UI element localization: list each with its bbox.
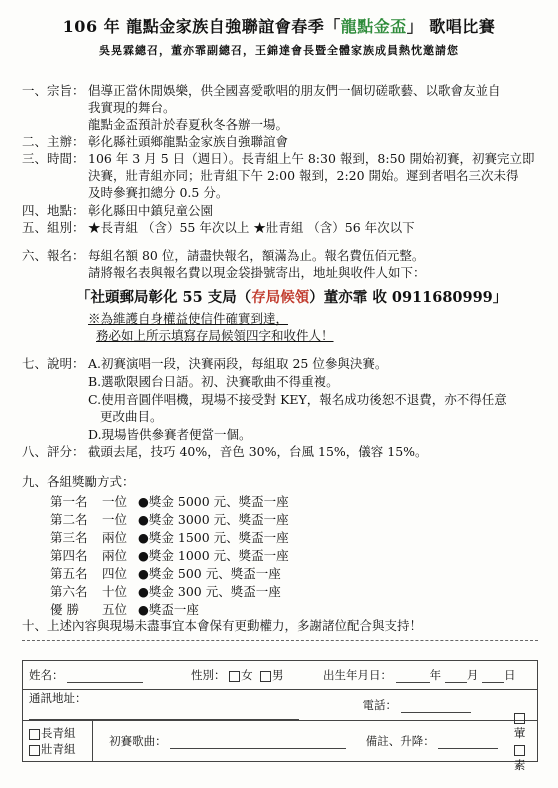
section-groups-label: 五、組別： bbox=[22, 220, 85, 235]
prize-rank: 第三名 bbox=[50, 530, 88, 545]
meat-label: 葷 bbox=[513, 726, 526, 740]
birth-month-field[interactable] bbox=[445, 670, 467, 683]
form-address-label: 通訊地址： bbox=[29, 691, 87, 705]
section-purpose-line-3: 龍點金盃預計於春夏秋冬各辦一場。 bbox=[88, 117, 289, 132]
senior-group-label: 長青組 bbox=[41, 726, 76, 740]
prize-rank: 第五名 bbox=[50, 566, 88, 581]
prize-row bbox=[50, 546, 289, 564]
cut-line bbox=[22, 640, 538, 641]
title-pre: 106 年 龍點金家族自強聯誼會春季「 bbox=[62, 17, 341, 36]
form-phone-label: 電話： bbox=[362, 698, 397, 712]
registration-note-2: 務必如上所示填寫存局候領四字和收件人！ bbox=[96, 328, 334, 343]
remark-field[interactable] bbox=[438, 736, 498, 749]
section-notes-b: B.選歌限國台日語。初、決賽歌曲不得重複。 bbox=[88, 374, 339, 389]
female-label: 女 bbox=[241, 668, 253, 682]
form-gender-label: 性別： bbox=[191, 668, 226, 682]
section-purpose-line-1: 倡導正當休閒娛樂，供全國喜愛歌唱的朋友們一個切磋歌藝、以歌會友並自 bbox=[88, 83, 501, 98]
song-cell bbox=[93, 733, 366, 749]
title-cup-name: 龍點金盃 bbox=[340, 17, 407, 36]
section-time-line-3: 及時參賽扣總分 0.5 分。 bbox=[88, 185, 229, 200]
prize-award: ●獎金 3000 元、獎盃一座 bbox=[138, 512, 289, 527]
section-venue-text: 彰化縣田中鎮兒童公園 bbox=[88, 203, 214, 218]
registration-note-1: ※為維護自身權益使信件確實到達， bbox=[88, 311, 289, 326]
prize-award: ●獎金 5000 元、獎盃一座 bbox=[138, 494, 289, 509]
section-prizes-label: 九、各組獎勵方式： bbox=[22, 474, 135, 489]
section-disclaimer: 十、上述內容與現場未盡事宜本會保有更動權力，多謝諸位配合與支持！ bbox=[22, 618, 423, 633]
prize-award: ●獎盃一座 bbox=[138, 602, 199, 617]
prize-award: ●獎金 300 元、獎盃一座 bbox=[138, 584, 281, 599]
meal-select bbox=[514, 709, 537, 773]
section-notes-a: A.初賽演唱一段，決賽兩段，每組取 25 位參與決賽。 bbox=[88, 356, 388, 371]
mailing-address-pre: 「社頭郵局彰化 55 支局（ bbox=[76, 289, 252, 306]
form-gender-cell bbox=[185, 661, 317, 690]
section-host-label: 二、主辦： bbox=[22, 134, 85, 149]
section-notes-c-cont: 更改曲目。 bbox=[100, 409, 163, 424]
prize-award: ●獎金 1500 元、獎盃一座 bbox=[138, 530, 289, 545]
mailing-address bbox=[76, 286, 507, 307]
registration-form bbox=[22, 660, 538, 772]
senior-group-checkbox[interactable] bbox=[29, 729, 40, 740]
form-song-row bbox=[23, 721, 538, 772]
prize-row bbox=[50, 492, 289, 510]
phone-field[interactable] bbox=[401, 700, 471, 713]
group-select bbox=[23, 721, 93, 761]
section-time-line-1: 106 年 3 月 5 日（週日）。長青組上午 8:30 報到，8:50 開始初賽，初賽完立即 bbox=[88, 151, 535, 166]
form-address-cell bbox=[23, 690, 357, 721]
section-scoring-text: 截頭去尾，技巧 40%，音色 30%，台風 15%，儀容 15%。 bbox=[88, 444, 428, 459]
prize-count: 一位 bbox=[102, 512, 128, 527]
prize-rank: 優 勝 bbox=[50, 602, 79, 617]
prize-award: ●獎金 500 元、獎盃一座 bbox=[138, 566, 281, 581]
form-name-label: 姓名： bbox=[29, 668, 64, 682]
prize-rank: 第四名 bbox=[50, 548, 88, 563]
male-checkbox[interactable] bbox=[260, 671, 271, 682]
form-birth-label: 出生年月日： bbox=[323, 668, 392, 682]
section-registration-label: 六、報名： bbox=[22, 248, 85, 263]
prize-row bbox=[50, 600, 199, 618]
subtitle: 吳晃霖總召，董亦霏副總召，王錦達會長暨全體家族成員熱忱邀請您 bbox=[99, 44, 459, 57]
remark-cell bbox=[366, 733, 514, 749]
form-birth-cell bbox=[317, 661, 538, 690]
male-label: 男 bbox=[271, 668, 284, 682]
section-time-label: 三、時間： bbox=[22, 151, 85, 166]
birth-day-field[interactable] bbox=[482, 670, 504, 683]
title-post: 」 歌唱比賽 bbox=[406, 17, 496, 36]
mailing-address-hold: 存局候領 bbox=[251, 289, 310, 306]
prize-rank: 第一名 bbox=[50, 494, 88, 509]
prize-row bbox=[50, 510, 289, 528]
song-label: 初賽歌曲： bbox=[109, 734, 167, 748]
section-groups-text: ★長青組 （含）55 年次以上 ★壯青組 （含）56 年次以下 bbox=[88, 220, 415, 235]
adult-group-label: 壯青組 bbox=[41, 742, 76, 756]
page-title bbox=[0, 14, 558, 37]
prize-row bbox=[50, 564, 281, 582]
prize-award: ●獎金 1000 元、獎盃一座 bbox=[138, 548, 289, 563]
section-host-text: 彰化縣社頭鄉龍點金家族自強聯誼會 bbox=[88, 134, 289, 149]
prize-count: 四位 bbox=[102, 566, 128, 581]
section-notes-label: 七、說明： bbox=[22, 356, 85, 371]
section-purpose-line-2: 我實現的舞台。 bbox=[88, 100, 176, 115]
prize-count: 一位 bbox=[102, 494, 128, 509]
section-notes-c: C.使用音圓伴唱機，現場不接受對 KEY，報名成功後恕不退費，亦不得任意 bbox=[88, 392, 507, 407]
prize-count: 兩位 bbox=[102, 530, 128, 545]
address-field[interactable] bbox=[29, 707, 299, 720]
prize-row bbox=[50, 582, 281, 600]
form-phone-cell bbox=[357, 690, 538, 721]
section-time-line-2: 決賽，壯青組亦同；壯青組下午 2:00 報到，2:20 開始。遲到者唱名三次未得 bbox=[88, 168, 519, 183]
adult-group-checkbox[interactable] bbox=[29, 745, 40, 756]
prize-count: 五位 bbox=[102, 602, 128, 617]
section-notes-d: D.現場皆供參賽者便當一個。 bbox=[88, 427, 252, 442]
vegetarian-label: 素 bbox=[513, 758, 526, 772]
prize-count: 兩位 bbox=[102, 548, 128, 563]
remark-label: 備註、升降： bbox=[365, 734, 435, 748]
day-label: 日 bbox=[503, 668, 516, 682]
month-label: 月 bbox=[466, 668, 479, 682]
section-venue-label: 四、地點： bbox=[22, 203, 85, 218]
vegetarian-checkbox[interactable] bbox=[514, 745, 525, 756]
section-purpose-label: 一、宗旨： bbox=[22, 83, 85, 98]
prize-rank: 第二名 bbox=[50, 512, 88, 527]
meat-checkbox[interactable] bbox=[514, 713, 525, 724]
section-registration-line-1: 每組名額 80 位，請盡快報名，額滿為止。報名費伍佰元整。 bbox=[88, 248, 425, 263]
prize-row bbox=[50, 528, 289, 546]
birth-year-field[interactable] bbox=[396, 670, 430, 683]
song-field[interactable] bbox=[170, 736, 346, 749]
prize-count: 十位 bbox=[102, 584, 128, 599]
prize-rank: 第六名 bbox=[50, 584, 88, 599]
year-label: 年 bbox=[429, 668, 442, 682]
mailing-address-post: ）董亦霏 收 0911680999」 bbox=[309, 289, 508, 306]
section-registration-line-2: 請將報名表與報名費以現金袋掛號寄出，地址與收件人如下： bbox=[88, 265, 426, 280]
form-name-cell bbox=[23, 661, 186, 690]
female-checkbox[interactable] bbox=[229, 671, 240, 682]
section-scoring-label: 八、評分： bbox=[22, 444, 85, 459]
name-field[interactable] bbox=[67, 670, 143, 683]
